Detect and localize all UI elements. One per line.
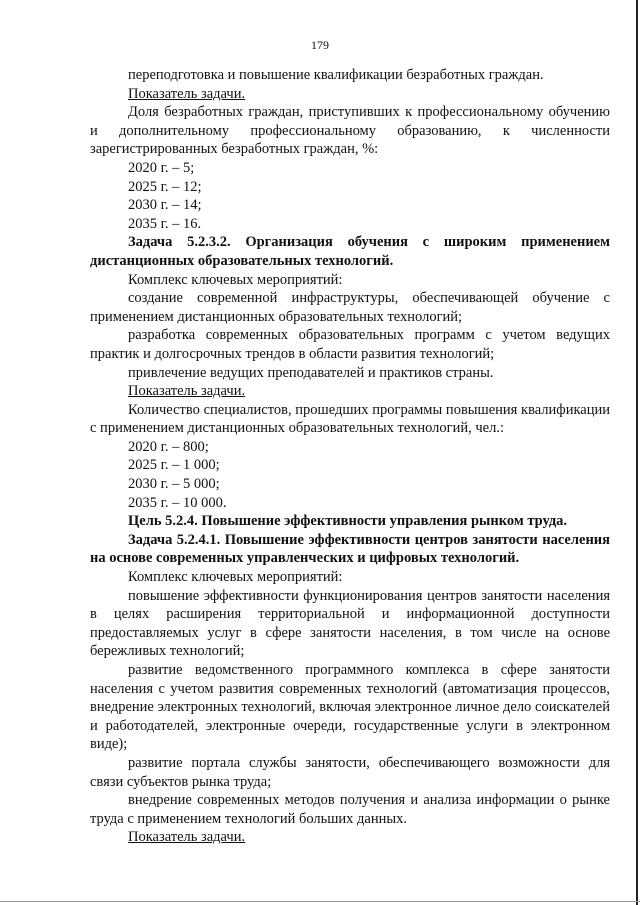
paragraph: развитие ведомственного программного комплекса в сфере занятости населения с учетом развития современных технологий (автоматизация процессов, внедрение электронных технологий, включая электронное личное дело соискателей и работодателей, электронные очереди, государственные услуги в электронном виде); bbox=[90, 662, 610, 753]
paragraph: Комплекс ключевых мероприятий: bbox=[128, 569, 343, 586]
list-item: 2025 г. – 12; bbox=[128, 178, 202, 195]
paragraph: развитие портала службы занятости, обеспечивающего возможности для связи субъектов рынка труда; bbox=[90, 754, 610, 790]
paragraph: разработка современных образовательных программ с учетом ведущих практик и долгосрочных трендов в области развития технологий; bbox=[90, 327, 610, 362]
scan-edge bbox=[636, 0, 638, 905]
indicator-heading: Показатель задачи. bbox=[128, 829, 246, 846]
paragraph: Доля безработных граждан, приступивших к профессиональному обучению и дополнительному профессиональному образованию, к численности зарегистрированных безработных граждан, %: bbox=[90, 104, 610, 158]
list-item: 2035 г. – 10 000. bbox=[128, 494, 227, 511]
paragraph: Комплекс ключевых мероприятий: bbox=[128, 271, 343, 288]
list-item: 2030 г. – 5 000; bbox=[128, 476, 220, 493]
list-item: 2035 г. – 16. bbox=[128, 215, 202, 232]
task-heading: Задача 5.2.4.1. Повышение эффективности центров занятости населения на основе современных управленческих и цифровых технологий. bbox=[90, 531, 610, 567]
indicator-heading: Показатель задачи. bbox=[128, 85, 246, 102]
task-heading: Задача 5.2.3.2. Организация обучения с широким применением дистанционных образовательных технологий. bbox=[90, 234, 610, 269]
list-item: 2030 г. – 14; bbox=[128, 197, 202, 214]
list-item: 2020 г. – 5; bbox=[128, 159, 195, 176]
paragraph: Количество специалистов, прошедших программы повышения квалификации с применением дистанционных образовательных технологий, чел.: bbox=[90, 401, 610, 437]
paragraph: создание современной инфраструктуры, обеспечивающей обучение с применением дистанционных образовательных технологий; bbox=[90, 290, 610, 325]
paragraph: переподготовка и повышение квалификации безработных граждан. bbox=[128, 67, 544, 83]
paragraph: внедрение современных методов получения и анализа информации о рынке труда с применением технологий больших данных. bbox=[90, 792, 610, 827]
document-body bbox=[90, 66, 610, 847]
list-item: 2025 г. – 1 000; bbox=[128, 457, 220, 474]
page-number: 179 bbox=[311, 38, 329, 52]
paragraph: повышение эффективности функционирования центров занятости населения в целях расширения территориальной и информационной доступности предоставляемых услуг в сфере занятости населения, в том числе на основе бережливых технологий; bbox=[90, 587, 610, 660]
goal-heading: Цель 5.2.4. Повышение эффективности управления рынком труда. bbox=[128, 513, 568, 530]
paragraph: привлечение ведущих преподавателей и практиков страны. bbox=[128, 364, 494, 381]
scan-edge bbox=[0, 901, 640, 902]
list-item: 2020 г. – 800; bbox=[128, 438, 209, 455]
indicator-heading: Показатель задачи. bbox=[128, 383, 246, 400]
